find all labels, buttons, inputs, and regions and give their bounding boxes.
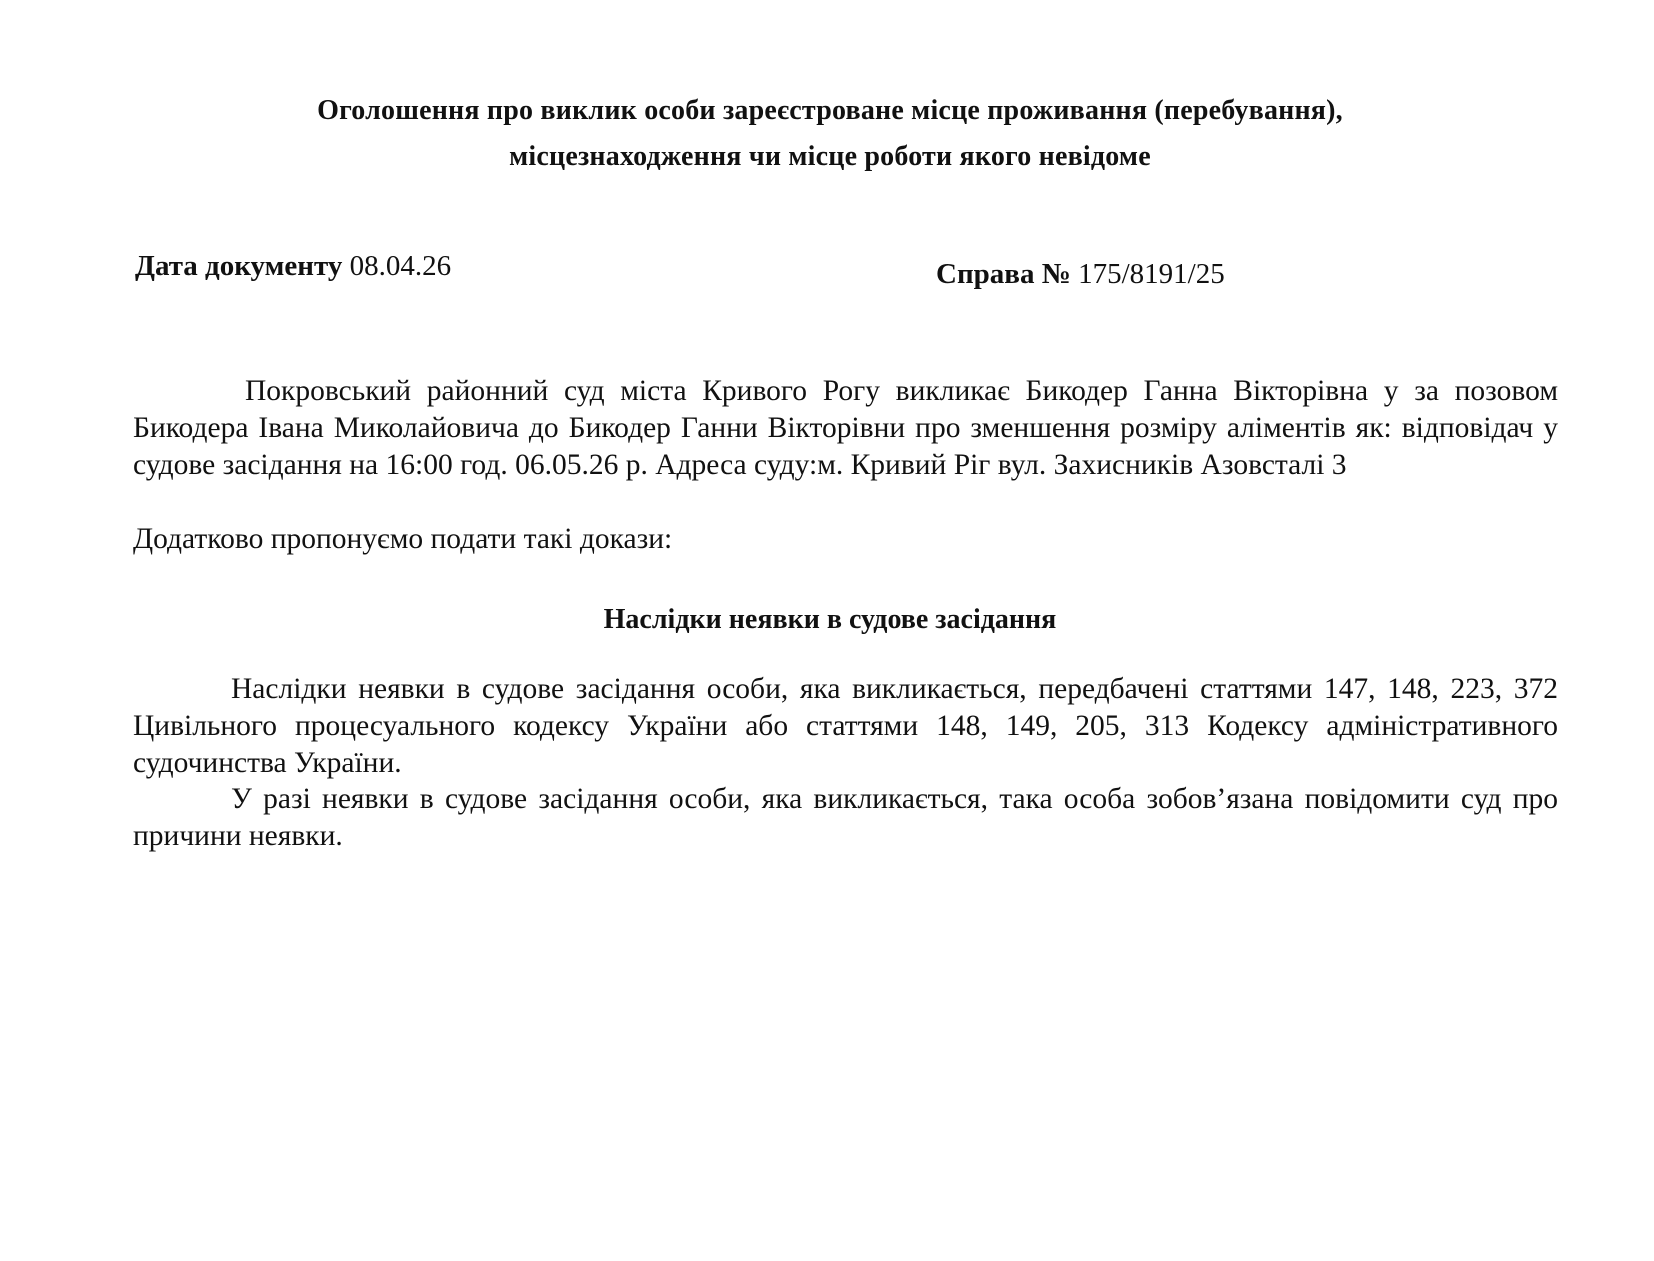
consequences-text: Наслідки неявки в судове засідання особи, яка викликається, передбачені статтями 147, 148, 223, 372 Цивільного процесуального кодексу України або статтями 148, 149, 205, 313 Кодексу адміністративного судочинства України. [133,673,1558,779]
title-line-1: Оголошення про виклик особи зареєстроване місце проживання (перебування), [317,95,1343,126]
case-value: 175/8191/25 [1078,258,1225,290]
date-label: Дата документу [135,250,343,282]
date-value: 08.04.26 [349,250,452,282]
summons-text: Покровський районний суд міста Кривого Рогу викликає Бикодер Ганна Вікторівна у за позовом Бикодера Івана Миколайовича до Бикодер Ганни Вікторівни про зменшення розміру аліментів як: відповідач у судове засідання на 16:00 год. 06.05.26 р. Адреса суду:м. Кривий Ріг вул. Захисників Азовсталі 3 [133,375,1558,481]
notice-text: У разі неявки в судове засідання особи, яка викликається, така особа зобов’язана повідомити суд про причини неявки. [133,783,1558,852]
evidence-request: Додатково пропонуємо подати такі докази: [133,523,673,555]
consequences-heading: Наслідки неявки в судове засідання [603,604,1057,635]
notice-paragraph [133,781,1558,855]
case-number [936,258,1225,291]
consequences-paragraph [133,671,1558,782]
document-date [135,250,451,283]
summons-paragraph [133,373,1558,484]
case-label: Справа № [936,258,1071,290]
title-line-2: місцезнаходження чи місце роботи якого невідоме [509,141,1151,172]
document-title [180,88,1480,180]
